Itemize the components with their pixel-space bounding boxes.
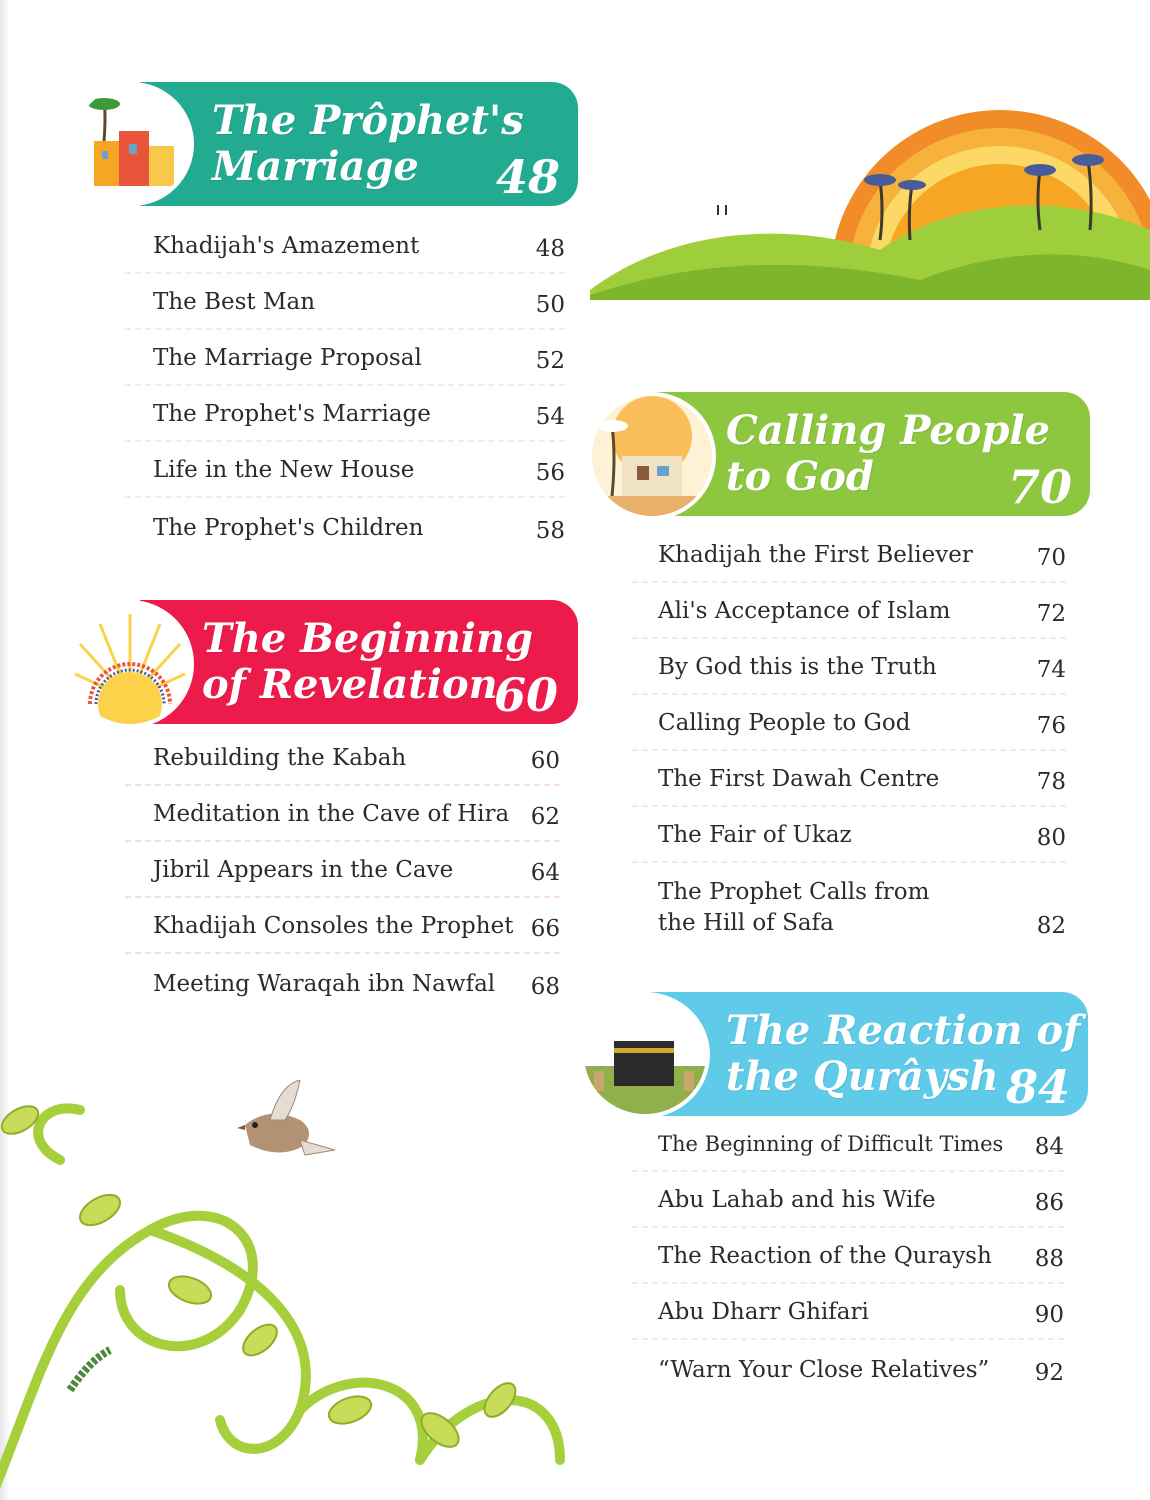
entry-title: “Warn Your Close Relatives” <box>658 1357 990 1383</box>
entry-page: 78 <box>1036 769 1066 795</box>
chapter-page: 60 <box>493 668 558 722</box>
sunrise-icon <box>66 600 194 728</box>
entry-page: 80 <box>1036 825 1066 851</box>
list-item[interactable] <box>632 863 1066 949</box>
chapter-banner[interactable] <box>650 992 1088 1116</box>
chapter-page: 84 <box>1005 1060 1070 1114</box>
list-item[interactable] <box>632 1116 1064 1172</box>
list-item[interactable] <box>125 218 565 274</box>
entry-page: 72 <box>1036 601 1066 627</box>
entry-title: Abu Lahab and his Wife <box>658 1187 936 1213</box>
entry-page: 48 <box>535 236 565 262</box>
chapter-page: 48 <box>495 150 560 204</box>
list-item[interactable] <box>125 786 560 842</box>
entry-page: 66 <box>530 916 560 942</box>
entry-title: Meeting Waraqah ibn Nawfal <box>153 971 496 997</box>
chapter-contents-list <box>632 527 1066 949</box>
entry-page: 84 <box>1034 1134 1064 1160</box>
entry-page: 50 <box>535 292 565 318</box>
chapter-contents-list <box>125 730 560 1010</box>
list-item[interactable] <box>125 898 560 954</box>
entry-title: Abu Dharr Ghifari <box>658 1299 869 1325</box>
chapter-title: The Prôphet's Marriage <box>212 97 524 190</box>
entry-page: 74 <box>1036 657 1066 683</box>
entry-page: 90 <box>1034 1302 1064 1328</box>
entry-page: 88 <box>1034 1246 1064 1272</box>
rainbow-hills-illustration <box>590 80 1150 300</box>
chapter-title: The Reaction of the Qurâysh <box>726 1007 1081 1100</box>
entry-title: The First Dawah Centre <box>658 766 940 792</box>
entry-page: 56 <box>535 460 565 486</box>
list-item[interactable] <box>632 807 1066 863</box>
entry-title: The Prophet's Marriage <box>153 401 431 427</box>
entry-page: 54 <box>535 404 565 430</box>
list-item[interactable] <box>125 274 565 330</box>
houses-palms-icon <box>70 82 194 206</box>
entry-title: By God this is the Truth <box>658 654 937 680</box>
list-item[interactable] <box>125 442 565 498</box>
list-item[interactable] <box>632 527 1066 583</box>
list-item[interactable] <box>125 330 565 386</box>
entry-page: 68 <box>530 974 560 1000</box>
list-item[interactable] <box>125 498 565 554</box>
entry-title: The Marriage Proposal <box>153 345 422 371</box>
entry-title: Khadijah's Amazement <box>153 233 420 259</box>
entry-page: 60 <box>530 748 560 774</box>
vine-leaves-illustration <box>0 1080 650 1500</box>
entry-title: The Fair of Ukaz <box>658 822 852 848</box>
list-item[interactable] <box>125 730 560 786</box>
entry-page: 64 <box>530 860 560 886</box>
entry-title: Khadijah the First Believer <box>658 542 973 568</box>
entry-title: The Prophet Calls from the Hill of Safa <box>658 879 930 936</box>
entry-title: Meditation in the Cave of Hira <box>153 801 510 827</box>
chapter-contents-list <box>632 1116 1064 1396</box>
chapter-title: The Beginning of Revelation <box>202 615 534 708</box>
entry-title: The Best Man <box>153 289 316 315</box>
chapter-page: 70 <box>1007 460 1072 514</box>
chapter-title: Calling People to God <box>726 407 1051 500</box>
entry-title: Jibril Appears in the Cave <box>153 857 454 883</box>
entry-title: The Reaction of the Quraysh <box>658 1243 992 1269</box>
entry-title: Life in the New House <box>153 457 415 483</box>
list-item[interactable] <box>632 1284 1064 1340</box>
list-item[interactable] <box>125 386 565 442</box>
entry-title: Khadijah Consoles the Prophet <box>153 913 514 939</box>
entry-page: 92 <box>1034 1360 1064 1386</box>
chapter-banner[interactable] <box>650 392 1090 516</box>
entry-page: 58 <box>535 518 565 544</box>
list-item[interactable] <box>632 751 1066 807</box>
chapter-contents-list <box>125 218 565 554</box>
chapter-banner[interactable] <box>140 600 578 724</box>
list-item[interactable] <box>632 1228 1064 1284</box>
list-item[interactable] <box>632 1172 1064 1228</box>
entry-page: 82 <box>1036 913 1066 939</box>
entry-page: 86 <box>1034 1190 1064 1216</box>
list-item[interactable] <box>632 695 1066 751</box>
entry-page: 62 <box>530 804 560 830</box>
list-item[interactable] <box>125 842 560 898</box>
list-item[interactable] <box>632 1340 1064 1396</box>
entry-title: Calling People to God <box>658 710 911 736</box>
entry-title: The Prophet's Children <box>153 515 424 541</box>
entry-title: The Beginning of Difficult Times <box>658 1132 1004 1156</box>
entry-title: Rebuilding the Kabah <box>153 745 407 771</box>
entry-page: 70 <box>1036 545 1066 571</box>
desert-house-icon <box>588 392 716 520</box>
list-item[interactable] <box>125 954 560 1010</box>
chapter-banner[interactable] <box>140 82 578 206</box>
entry-title: Ali's Acceptance of Islam <box>658 598 951 624</box>
entry-page: 52 <box>535 348 565 374</box>
entry-page: 76 <box>1036 713 1066 739</box>
list-item[interactable] <box>632 639 1066 695</box>
list-item[interactable] <box>632 583 1066 639</box>
